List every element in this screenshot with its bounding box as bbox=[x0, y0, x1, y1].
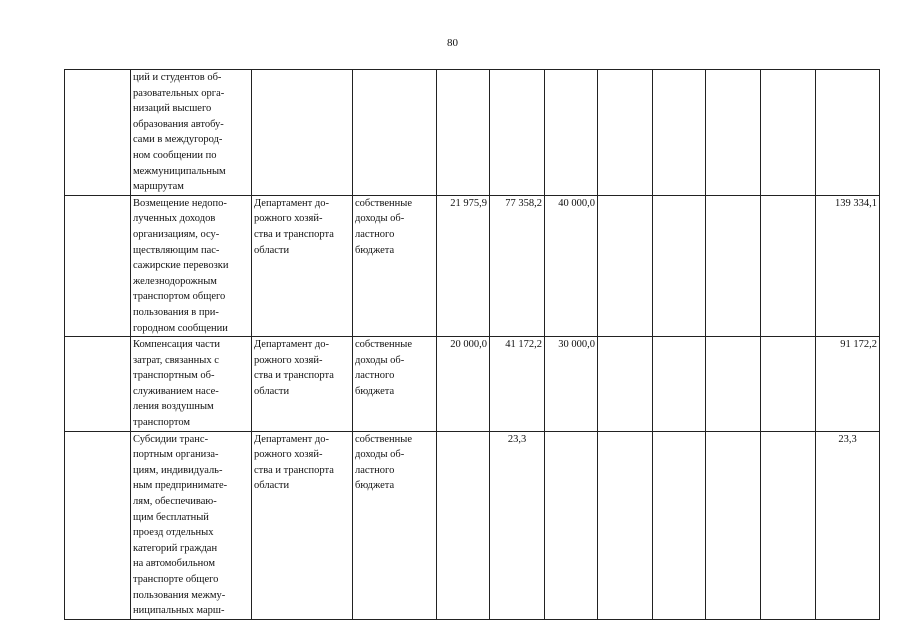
executor-cell: Департамент до- рожного хозяй- ства и транспорта области bbox=[252, 431, 353, 619]
value-cell bbox=[598, 337, 653, 432]
source-cell: собственные доходы об- ластного бюджета bbox=[353, 337, 437, 432]
value-cell: 41 172,2 bbox=[490, 337, 545, 432]
value-cell: 20 000,0 bbox=[437, 337, 490, 432]
total-cell bbox=[816, 70, 880, 196]
measure-cell: ций и студентов об- разовательных орга- низаций высшего образования автобу- сами в междугород- ном сообщении по межмуниципальным маршрутам bbox=[131, 70, 252, 196]
row-number-cell bbox=[65, 337, 131, 432]
value-cell bbox=[545, 70, 598, 196]
table-row bbox=[65, 431, 880, 619]
total-cell: 139 334,1 bbox=[816, 195, 880, 336]
value-cell bbox=[490, 70, 545, 196]
executor-cell bbox=[252, 70, 353, 196]
measure-cell: Компенсация части затрат, связанных с транспортным об- служиванием насе- ления воздушным транспортом bbox=[131, 337, 252, 432]
value-cell: 30 000,0 bbox=[545, 337, 598, 432]
row-number-cell bbox=[65, 70, 131, 196]
row-number-cell bbox=[65, 195, 131, 336]
value-cell bbox=[761, 431, 816, 619]
total-cell: 91 172,2 bbox=[816, 337, 880, 432]
value-cell bbox=[598, 195, 653, 336]
measure-cell: Возмещение недопо- лученных доходов организациям, осу- ществляющим пас- сажирские перевозки железнодорожным транспортом общего пользования в при- городном сообщении bbox=[131, 195, 252, 336]
value-cell bbox=[706, 337, 761, 432]
row-number-cell bbox=[65, 431, 131, 619]
value-cell bbox=[761, 337, 816, 432]
value-cell: 40 000,0 bbox=[545, 195, 598, 336]
value-cell bbox=[653, 431, 706, 619]
source-cell: собственные доходы об- ластного бюджета bbox=[353, 195, 437, 336]
source-cell: собственные доходы об- ластного бюджета bbox=[353, 431, 437, 619]
total-cell: 23,3 bbox=[816, 431, 880, 619]
value-cell bbox=[706, 431, 761, 619]
value-cell bbox=[706, 195, 761, 336]
value-cell bbox=[653, 70, 706, 196]
table-row bbox=[65, 195, 880, 336]
value-cell bbox=[761, 70, 816, 196]
value-cell: 21 975,9 bbox=[437, 195, 490, 336]
executor-cell: Департамент до- рожного хозяй- ства и транспорта области bbox=[252, 195, 353, 336]
page-number: 80 bbox=[447, 37, 458, 49]
table-row bbox=[65, 70, 880, 196]
source-cell bbox=[353, 70, 437, 196]
value-cell bbox=[653, 337, 706, 432]
value-cell bbox=[545, 431, 598, 619]
executor-cell: Департамент до- рожного хозяй- ства и транспорта области bbox=[252, 337, 353, 432]
table-row bbox=[65, 337, 880, 432]
budget-table bbox=[64, 69, 880, 620]
value-cell: 77 358,2 bbox=[490, 195, 545, 336]
value-cell bbox=[437, 431, 490, 619]
value-cell bbox=[653, 195, 706, 336]
value-cell bbox=[706, 70, 761, 196]
value-cell bbox=[437, 70, 490, 196]
value-cell: 23,3 bbox=[490, 431, 545, 619]
value-cell bbox=[598, 431, 653, 619]
measure-cell: Субсидии транс- портным организа- циям, индивидуаль- ным предпринимате- лям, обеспечиваю- щим бесплатный проезд отдельных категорий граждан на автомобильном транспорте общего пользования межму- ниципальных марш- bbox=[131, 431, 252, 619]
value-cell bbox=[761, 195, 816, 336]
value-cell bbox=[598, 70, 653, 196]
